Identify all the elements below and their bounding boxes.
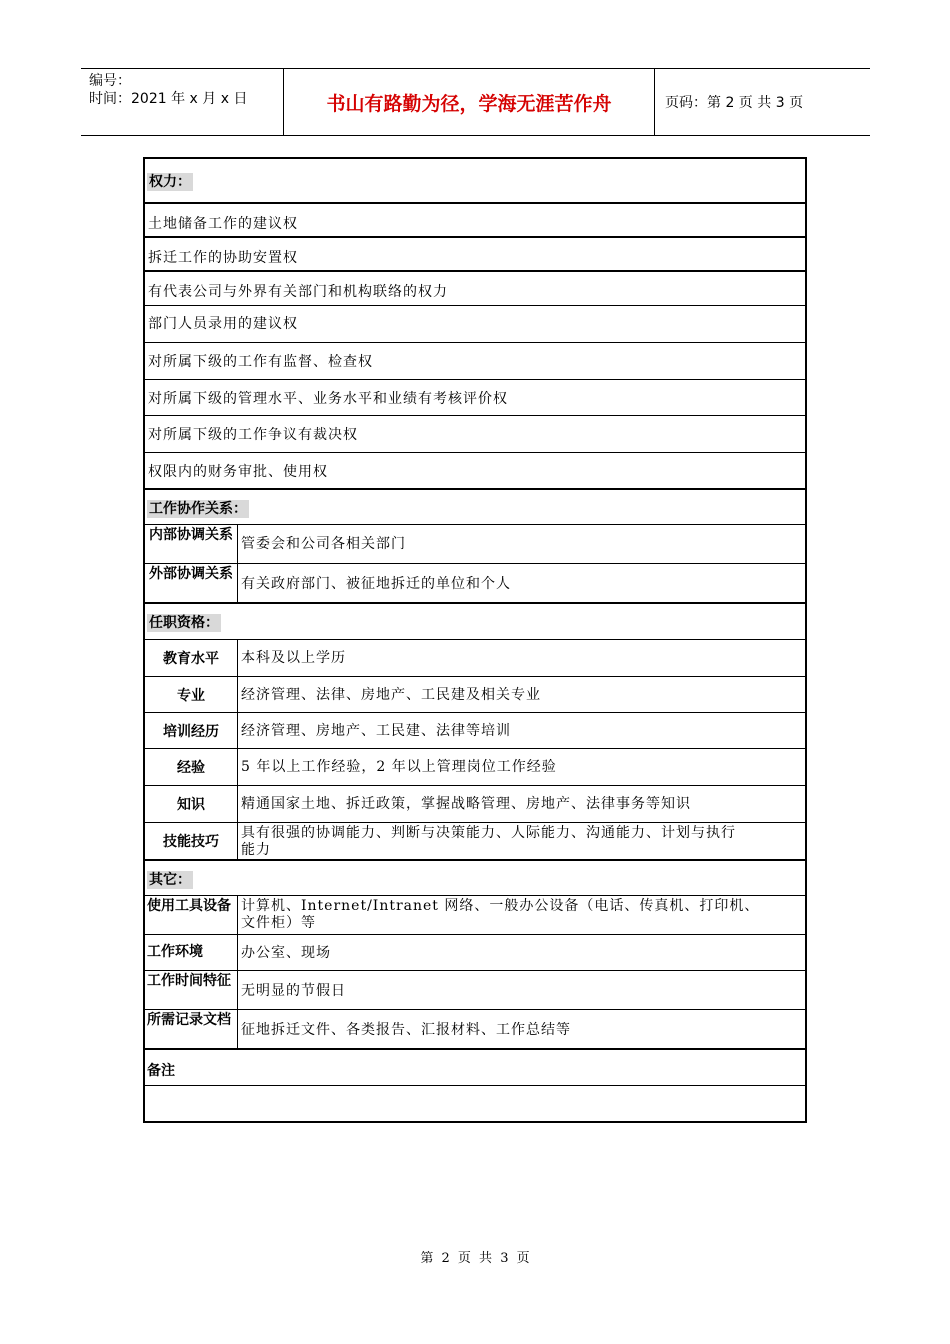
relation-label: 内部协调关系 xyxy=(145,525,238,563)
relation-label: 外部协调关系 xyxy=(145,564,238,602)
other-value-line: 计算机、Internet/Intranet 网络、一般办公设备（电话、传真机、打印机、 xyxy=(241,898,760,914)
qualification-label: 专业 xyxy=(145,677,238,712)
qualification-value-line: 具有很强的协调能力、判断与决策能力、人际能力、沟通能力、计划与执行 xyxy=(241,825,736,841)
section-title: 任职资格： xyxy=(149,615,219,631)
section-relations-header xyxy=(145,490,805,525)
page-footer: 第 2 页 共 3 页 xyxy=(420,1251,530,1266)
qualification-row xyxy=(145,640,805,677)
qualification-label: 经验 xyxy=(145,749,238,785)
power-item xyxy=(145,306,805,343)
other-value: 无明显的节假日 xyxy=(241,983,346,999)
relation-row xyxy=(145,564,805,604)
other-row xyxy=(145,896,805,935)
document-date: 时间：2021 年 x 月 x 日 xyxy=(89,91,248,107)
power-item xyxy=(145,416,805,453)
power-item xyxy=(145,238,805,272)
header-motto: 书山有路勤为径，学海无涯苦作舟 xyxy=(283,69,655,135)
qualification-value: 本科及以上学历 xyxy=(241,650,346,666)
power-item xyxy=(145,204,805,238)
power-item xyxy=(145,272,805,306)
document-number-label: 编号： xyxy=(89,73,131,89)
power-item xyxy=(145,343,805,380)
other-row xyxy=(145,1010,805,1050)
qualification-value: 精通国家土地、拆迁政策，掌握战略管理、房地产、法律事务等知识 xyxy=(241,796,691,812)
relation-value: 有关政府部门、被征地拆迁的单位和个人 xyxy=(241,576,511,592)
qualification-row xyxy=(145,786,805,823)
qualification-value: 经济管理、房地产、工民建、法律等培训 xyxy=(241,723,511,739)
other-label: 工作环境 xyxy=(145,935,238,970)
power-item-text: 权限内的财务审批、使用权 xyxy=(148,464,328,480)
job-description-table xyxy=(143,157,807,1123)
qualification-label: 技能技巧 xyxy=(145,823,238,859)
other-value-line: 文件柜）等 xyxy=(241,915,316,931)
section-title: 其它： xyxy=(149,872,191,888)
qualification-row xyxy=(145,713,805,749)
other-value: 征地拆迁文件、各类报告、汇报材料、工作总结等 xyxy=(241,1022,571,1038)
qualification-value: 经济管理、法律、房地产、工民建及相关专业 xyxy=(241,687,541,703)
section-qualifications-header xyxy=(145,604,805,640)
other-row xyxy=(145,971,805,1010)
qualification-value-line: 能力 xyxy=(241,842,271,858)
qualification-label: 教育水平 xyxy=(145,640,238,676)
section-title: 备注 xyxy=(147,1063,175,1079)
power-item xyxy=(145,380,805,416)
qualification-value: 5 年以上工作经验，2 年以上管理岗位工作经验 xyxy=(241,759,557,775)
relation-value: 管委会和公司各相关部门 xyxy=(241,536,406,552)
page-header xyxy=(81,68,870,136)
section-title: 权力： xyxy=(149,174,191,190)
section-other-header xyxy=(145,861,805,896)
qualification-row xyxy=(145,677,805,713)
power-item-text: 对所属下级的工作争议有裁决权 xyxy=(148,427,358,443)
qualification-label: 知识 xyxy=(145,786,238,822)
other-value: 办公室、现场 xyxy=(241,945,331,961)
qualification-row xyxy=(145,823,805,861)
other-row xyxy=(145,935,805,971)
section-title: 工作协作关系： xyxy=(149,501,247,517)
power-item-text: 有代表公司与外界有关部门和机构联络的权力 xyxy=(148,284,448,300)
power-item-text: 对所属下级的工作有监督、检查权 xyxy=(148,354,373,370)
power-item-text: 拆迁工作的协助安置权 xyxy=(148,250,298,266)
section-powers-header xyxy=(145,159,805,204)
power-item-text: 部门人员录用的建议权 xyxy=(148,316,298,332)
relation-row xyxy=(145,525,805,564)
power-item-text: 对所属下级的管理水平、业务水平和业绩有考核评价权 xyxy=(148,391,508,407)
header-page-number: 页码：第 2 页 共 3 页 xyxy=(665,95,804,111)
power-item-text: 土地储备工作的建议权 xyxy=(148,216,298,232)
section-remarks-header xyxy=(145,1050,805,1086)
remarks-content xyxy=(145,1086,805,1121)
header-meta xyxy=(81,69,283,135)
other-label: 工作时间特征 xyxy=(145,971,238,1009)
other-label: 所需记录文档 xyxy=(145,1010,238,1048)
power-item xyxy=(145,453,805,490)
qualification-label: 培训经历 xyxy=(145,713,238,748)
qualification-row xyxy=(145,749,805,786)
other-label: 使用工具设备 xyxy=(145,896,238,934)
